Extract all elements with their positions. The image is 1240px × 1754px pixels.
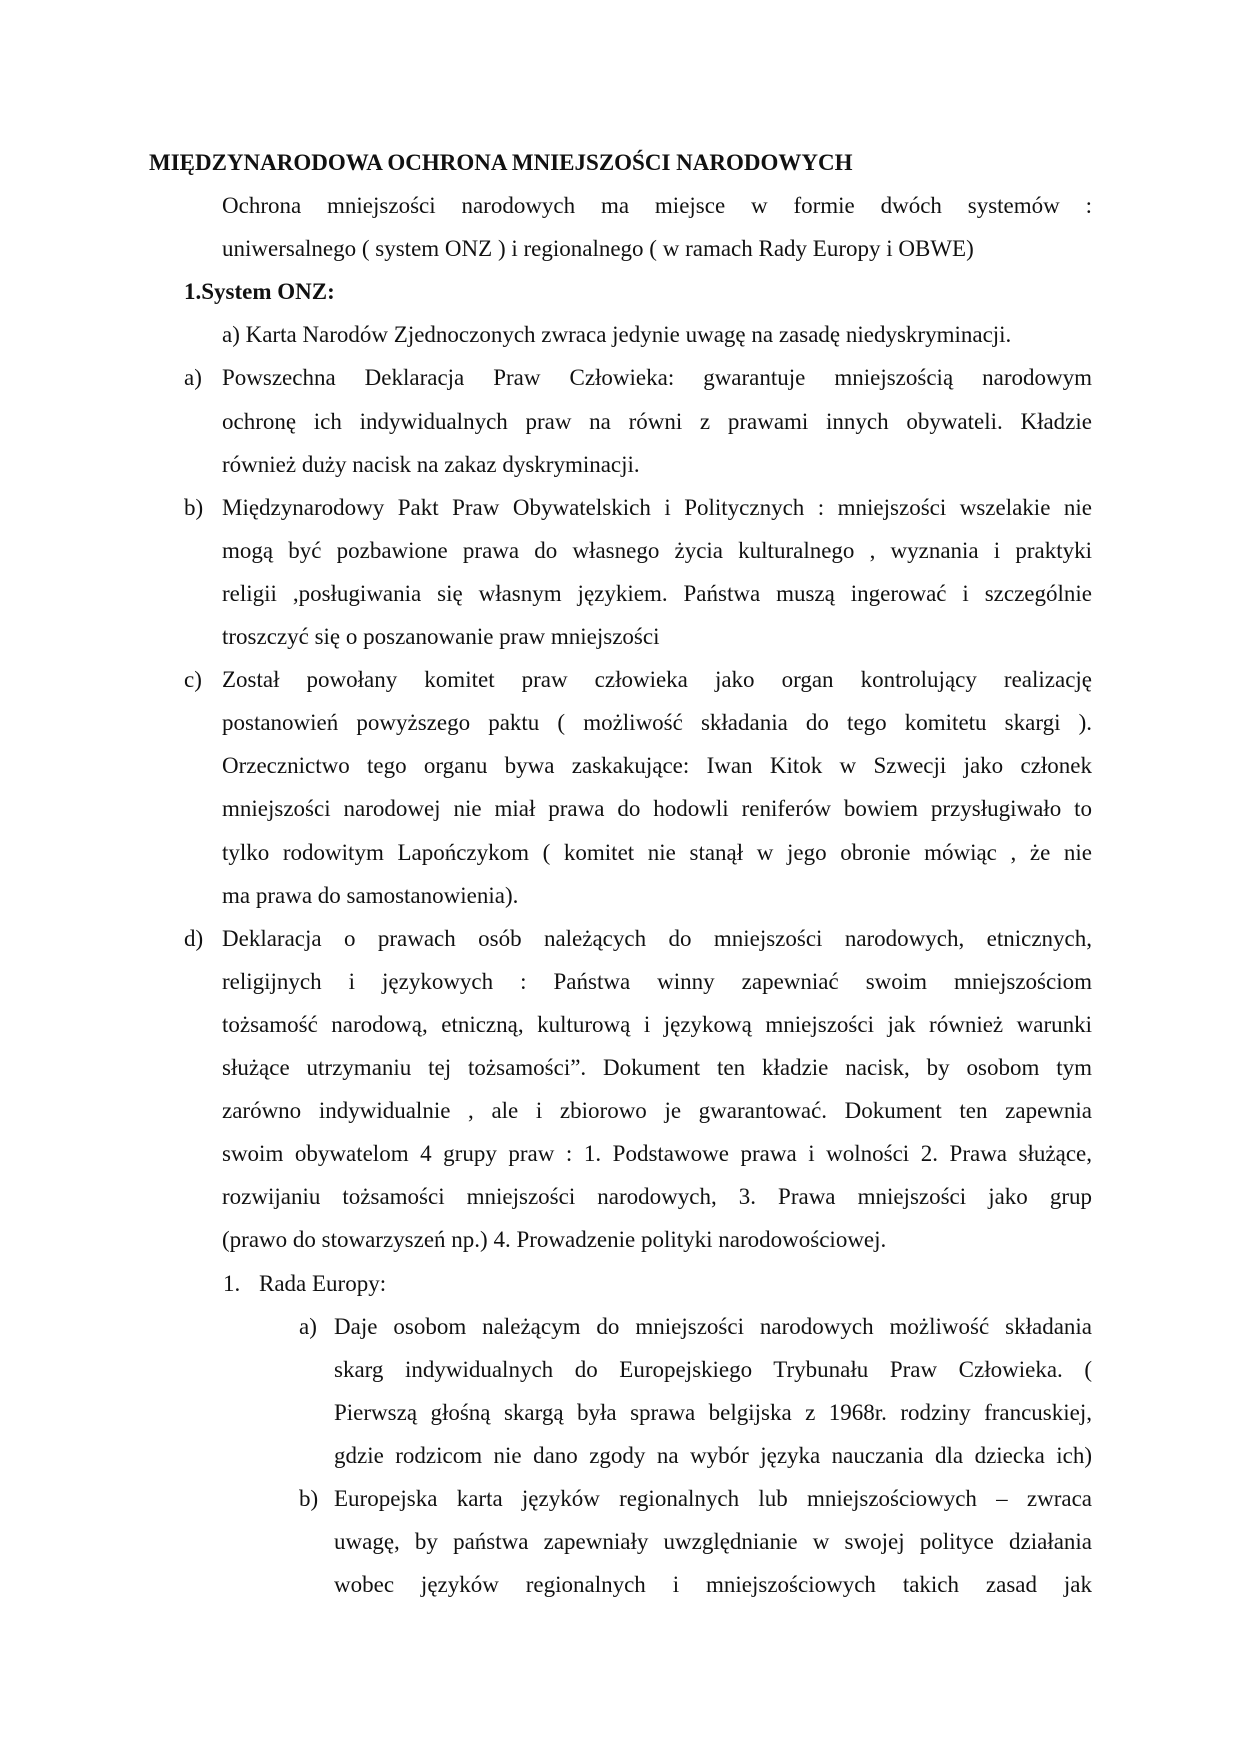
text-line: mogą być pozbawione prawa do własnego życia kulturalnego , wyznania i praktyki [222, 537, 1092, 563]
text-line: gdzie rodzicom nie dano zgody na wybór języka nauczania dla dziecka ich) [334, 1442, 1092, 1468]
text-line: ochronę ich indywidualnych praw na równi z prawami innych obywateli. Kładzie [222, 408, 1092, 434]
list-marker: b) [184, 494, 204, 520]
text-line: Międzynarodowy Pakt Praw Obywatelskich i Politycznych : mniejszości wszelakie nie [222, 494, 1092, 520]
text-line: religii ,posługiwania się własnym językiem. Państwa muszą ingerować i szczególnie [222, 580, 1092, 606]
text-line: mniejszości narodowej nie miał prawa do hodowli reniferów bowiem przysługiwało to [222, 796, 1092, 822]
text-line: Daje osobom należącym do mniejszości narodowych możliwość składania [334, 1313, 1092, 1339]
text-line: Orzecznictwo tego organu bywa zaskakujące: Iwan Kitok w Szwecji jako członek [222, 753, 1092, 779]
text-line: (prawo do stowarzyszeń np.) 4. Prowadzenie polityki narodowościowej. [222, 1227, 887, 1253]
text-line: również duży nacisk na zakaz dyskryminacji. [222, 451, 640, 477]
text-line: a) Karta Narodów Zjednoczonych zwraca jedynie uwagę na zasadę niedyskryminacji. [222, 322, 1012, 348]
list-marker: d) [184, 925, 204, 951]
text-line: służące utrzymaniu tej tożsamości”. Dokument ten kładzie nacisk, by osobom tym [222, 1055, 1092, 1080]
text-line: tylko rodowitym Lapończykom ( komitet nie stanął w jego obronie mówiąc , że nie [222, 839, 1092, 865]
text-line: Powszechna Deklaracja Praw Człowieka: gwarantuje mniejszością narodowym [222, 365, 1092, 391]
text-line: Pierwszą głośną skargą była sprawa belgijska z 1968r. rodziny francuskiej, [334, 1399, 1092, 1425]
text-line: Europejska karta języków regionalnych lub mniejszościowych – zwraca [334, 1486, 1092, 1511]
list-marker: a) [184, 365, 202, 391]
text-line: religijnych i językowych : Państwa winny zapewniać swoim mniejszościom [222, 968, 1092, 994]
list-marker: a) [299, 1313, 317, 1339]
document-title: MIĘDZYNARODOWA OCHRONA MNIEJSZOŚCI NARODOWYCH [149, 150, 853, 175]
text-line: skarg indywidualnych do Europejskiego Trybunału Praw Człowieka. ( [334, 1356, 1092, 1382]
text-line: ma prawa do samostanowienia). [222, 882, 519, 908]
text-line: troszczyć się o poszanowanie praw mniejszości [222, 624, 660, 649]
text-line: zarówno indywidualnie , ale i zbiorowo je gwarantować. Dokument ten zapewnia [222, 1098, 1092, 1124]
text-line: uniwersalnego ( system ONZ ) i regionalnego ( w ramach Rady Europy i OBWE) [222, 236, 974, 262]
list-marker: 1. [223, 1270, 241, 1296]
text-line: Deklaracja o prawach osób należących do mniejszości narodowych, etnicznych, [222, 925, 1092, 951]
text-line: rozwijaniu tożsamości mniejszości narodowych, 3. Prawa mniejszości jako grup [222, 1184, 1092, 1210]
text-line: Rada Europy: [259, 1270, 387, 1296]
text-line: Został powołany komitet praw człowieka jako organ kontrolujący realizację [222, 667, 1092, 693]
section-heading: 1.System ONZ: [184, 279, 335, 305]
list-marker: b) [299, 1486, 319, 1511]
text-line: swoim obywatelom 4 grupy praw : 1. Podstawowe prawa i wolności 2. Prawa służące, [222, 1141, 1092, 1167]
text-line: Ochrona mniejszości narodowych ma miejsce w formie dwóch systemów : [222, 193, 1092, 218]
text-line: tożsamość narodową, etniczną, kulturową i językową mniejszości jak również warunki [222, 1011, 1092, 1037]
list-marker: c) [184, 667, 202, 693]
text-line: postanowień powyższego paktu ( możliwość składania do tego komitetu skargi ). [222, 710, 1092, 736]
text-line: uwagę, by państwa zapewniały uwzględnianie w swojej polityce działania [334, 1529, 1092, 1555]
text-line: wobec języków regionalnych i mniejszościowych takich zasad jak [334, 1572, 1092, 1598]
